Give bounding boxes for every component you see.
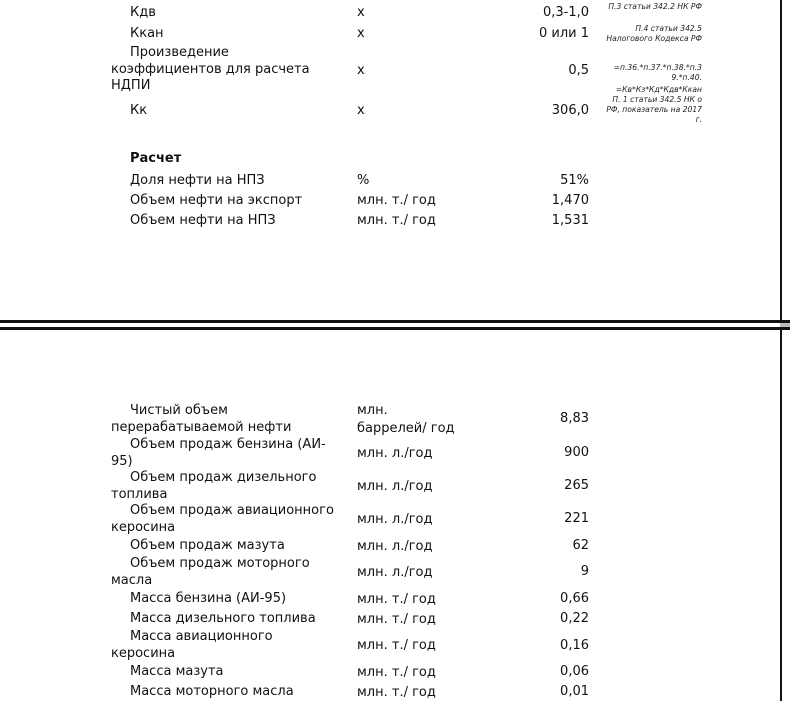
row-value-fueloil-sales: 62 xyxy=(572,538,589,553)
row-label-motoroil-sales-line2: масла xyxy=(111,573,153,588)
row-value-diesel-sales: 265 xyxy=(564,478,589,493)
row-label-jet-sales-line2: керосина xyxy=(111,520,176,535)
row-label-gasoline-sales-line1: Объем продаж бензина (АИ- xyxy=(130,437,326,452)
row-label-fueloil-sales: Объем продаж мазута xyxy=(130,538,285,553)
section-title-calc: Расчет xyxy=(130,151,182,166)
sheet-page-2 xyxy=(0,330,790,701)
row-note-kdv: П.3 статьи 342.2 НК РФ xyxy=(608,2,702,11)
row-note-product-line2: 9.*п.40. xyxy=(671,73,702,82)
row-label-net-volume-line1: Чистый объем xyxy=(130,403,228,418)
row-label-kk: Кк xyxy=(130,103,148,118)
row-unit-gasoline-mass: млн. т./ год xyxy=(357,592,436,607)
row-unit-net-volume-line1: млн. xyxy=(357,403,388,418)
row-unit-jet-sales: млн. л./год xyxy=(357,512,433,527)
row-unit-net-volume-line2: баррелей/ год xyxy=(357,421,455,436)
calc-value-export-volume: 1,470 xyxy=(551,193,589,208)
calc-unit-export-volume: млн. т./ год xyxy=(357,193,436,208)
row-label-motoroil-sales-line1: Объем продаж моторного xyxy=(130,556,310,571)
page-border-right xyxy=(780,0,782,320)
row-note-kkan: П.4 статьи 342.5 Налогового Кодекса РФ xyxy=(606,24,702,43)
page-break-corner xyxy=(780,323,790,327)
row-label-diesel-mass: Масса дизельного топлива xyxy=(130,611,316,626)
row-unit-motoroil-mass: млн. т./ год xyxy=(357,685,436,700)
row-value-gasoline-sales: 900 xyxy=(564,445,589,460)
row-label-fueloil-mass: Масса мазута xyxy=(130,664,224,679)
row-unit-motoroil-sales: млн. л./год xyxy=(357,565,433,580)
row-label-jet-mass-line2: керосина xyxy=(111,646,176,661)
row-label-gasoline-sales-line2: 95) xyxy=(111,454,133,469)
row-note-product-line1: =п.36.*п.37.*п.38.*п.3 xyxy=(613,63,702,72)
row-unit-kkan: х xyxy=(357,26,365,41)
row-label-motoroil-mass: Масса моторного масла xyxy=(130,684,294,699)
row-label-product-line3: НДПИ xyxy=(111,78,151,93)
row-value-kk: 306,0 xyxy=(551,103,589,118)
row-label-product-line1: Произведение xyxy=(130,45,229,60)
row-value-product: 0,5 xyxy=(568,63,589,78)
row-value-gasoline-mass: 0,66 xyxy=(560,591,589,606)
row-value-motoroil-sales: 9 xyxy=(580,564,589,579)
row-unit-diesel-sales: млн. л./год xyxy=(357,479,433,494)
row-unit-kk: х xyxy=(357,103,365,118)
row-value-motoroil-mass: 0,01 xyxy=(560,684,589,699)
sheet-page-1 xyxy=(0,0,790,320)
calc-value-refinery-share: 51% xyxy=(560,173,589,188)
row-label-diesel-sales-line1: Объем продаж дизельного xyxy=(130,470,317,485)
row-label-kdv: Кдв xyxy=(130,5,156,20)
calc-value-refinery-volume: 1,531 xyxy=(551,213,589,228)
row-note-product-line3: =Кв*Кз*Кд*Кдв*Ккан xyxy=(615,85,702,94)
row-value-net-volume: 8,83 xyxy=(560,411,589,426)
calc-label-refinery-share: Доля нефти на НПЗ xyxy=(130,173,265,188)
calc-unit-refinery-volume: млн. т./ год xyxy=(357,213,436,228)
row-label-net-volume-line2: перерабатываемой нефти xyxy=(111,420,292,435)
row-label-diesel-sales-line2: топлива xyxy=(111,487,168,502)
row-value-diesel-mass: 0,22 xyxy=(560,611,589,626)
calc-label-refinery-volume: Объем нефти на НПЗ xyxy=(130,213,276,228)
page-border-right xyxy=(780,330,782,701)
row-unit-diesel-mass: млн. т./ год xyxy=(357,612,436,627)
row-value-kdv: 0,3-1,0 xyxy=(542,5,589,20)
row-unit-gasoline-sales: млн. л./год xyxy=(357,446,433,461)
row-unit-fueloil-mass: млн. т./ год xyxy=(357,665,436,680)
page-break-separator xyxy=(0,320,790,330)
row-value-jet-sales: 221 xyxy=(564,511,589,526)
row-unit-kdv: х xyxy=(357,5,365,20)
row-value-fueloil-mass: 0,06 xyxy=(560,664,589,679)
calc-unit-refinery-share: % xyxy=(357,173,370,188)
row-label-gasoline-mass: Масса бензина (АИ-95) xyxy=(130,591,287,606)
calc-label-export-volume: Объем нефти на экспорт xyxy=(130,193,303,208)
row-label-jet-sales-line1: Объем продаж авиационного xyxy=(130,503,334,518)
row-label-jet-mass-line1: Масса авиационного xyxy=(130,629,273,644)
row-label-product-line2: коэффициентов для расчета xyxy=(111,62,310,77)
row-note-kk: П. 1 статьи 342.5 НК о РФ, показатель на 2017 г. xyxy=(606,95,702,124)
row-unit-jet-mass: млн. т./ год xyxy=(357,638,436,653)
row-unit-product: х xyxy=(357,63,365,78)
row-label-kkan: Ккан xyxy=(130,26,164,41)
row-unit-fueloil-sales: млн. л./год xyxy=(357,539,433,554)
row-value-kkan: 0 или 1 xyxy=(538,26,589,41)
row-value-jet-mass: 0,16 xyxy=(560,638,589,653)
